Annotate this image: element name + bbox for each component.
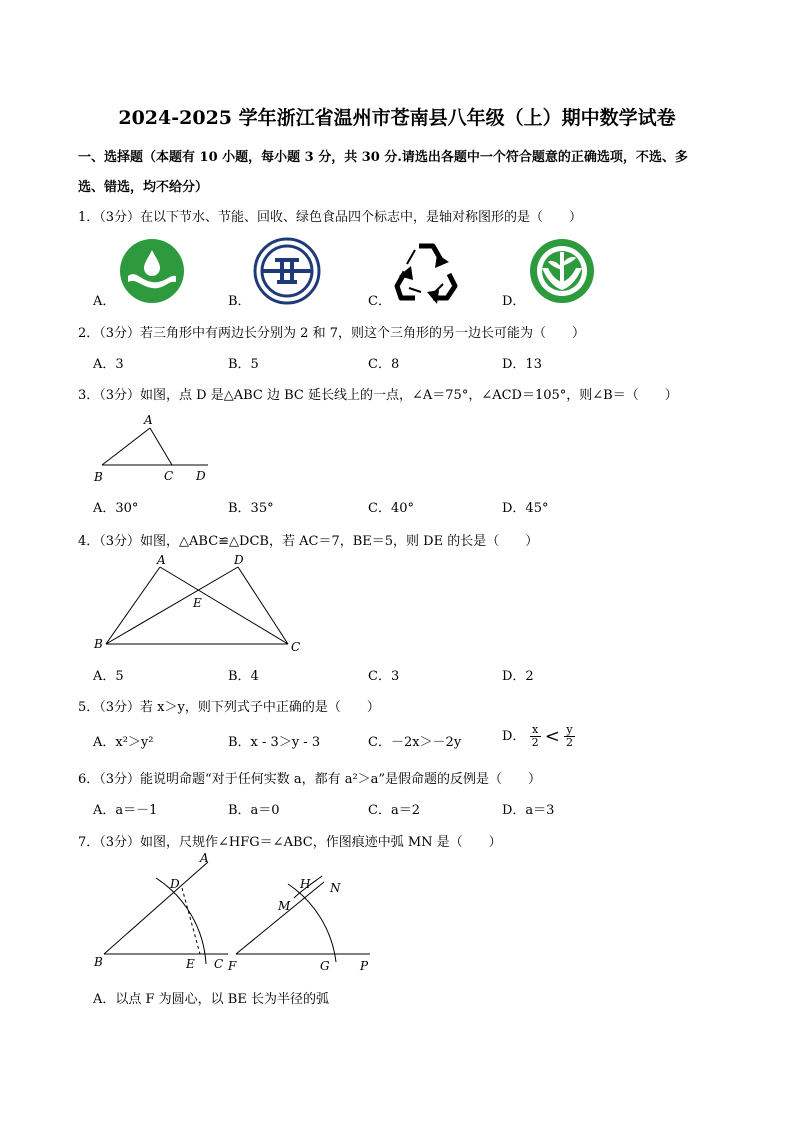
green-food-logo-icon [528, 238, 596, 304]
question-3-option-b: B．35° [228, 501, 274, 516]
question-5-option-a: A．x²＞y² [93, 735, 154, 750]
question-2-option-d: D．13 [502, 357, 542, 372]
question-6-option-c: C．a＝2 [368, 803, 420, 818]
q5-d-num1: x [530, 724, 541, 737]
question-3-triangle-figure [90, 410, 220, 486]
question-1-option-a: A． [93, 294, 116, 309]
question-7-option-a: A．以点 F 为圆心，以 BE 长为半径的弧 [93, 992, 329, 1007]
question-4-option-a: A．5 [93, 669, 124, 684]
question-3-option-c: C．40° [368, 501, 414, 516]
question-6-option-b: B．a＝0 [228, 803, 280, 818]
question-4-option-c: C．3 [368, 669, 400, 684]
q4-label-b: B [94, 637, 103, 651]
recycling-logo-icon [393, 240, 459, 304]
q5-d-den2: 2 [565, 736, 573, 749]
question-3-stem: 3．（3分）如图，点 D 是△ABC 边 BC 延长线上的一点，∠A＝75°，∠ACD＝105°，则∠B＝（ ） [78, 388, 678, 403]
q7-label-a: A [200, 851, 209, 865]
section-header-line2: 选、错选，均不给分） [78, 180, 209, 195]
question-4-stem: 4．（3分）如图，△ABC≌△DCB，若 AC＝7，BE＝5，则 DE 的长是（ ） [78, 534, 539, 549]
q7-label-p: P [360, 959, 369, 973]
q7-label-n: N [330, 881, 341, 895]
q5-d-num2: y [564, 724, 575, 737]
question-4-option-d: D．2 [502, 669, 534, 684]
page-title: 2024-2025 学年浙江省温州市苍南县八年级（上）期中数学试卷 [118, 107, 676, 129]
question-1-option-b: B． [228, 294, 251, 309]
question-2-option-a: A．3 [93, 357, 124, 372]
question-6-option-a: A．a＝－1 [93, 803, 158, 818]
q5-d-fraction-right [564, 724, 575, 749]
q7-label-b: B [94, 955, 103, 969]
q3-label-a: A [144, 413, 153, 427]
q3-label-d: D [196, 469, 206, 483]
question-6-option-d: D．a＝3 [502, 803, 555, 818]
q4-label-c: C [291, 640, 301, 654]
question-6-stem: 6．（3分）能说明命题“对于任何实数 a，都有 a²＞a”是假命题的反例是（ ） [78, 772, 542, 787]
q4-label-d: D [234, 553, 244, 567]
question-2-option-b: B．5 [228, 357, 259, 372]
q5-d-den1: 2 [531, 736, 539, 749]
question-1-stem: 1．（3分）在以下节水、节能、回收、绿色食品四个标志中，是轴对称图形的是（ ） [78, 210, 583, 225]
q4-label-a: A [157, 553, 166, 567]
question-1-option-c: C． [368, 294, 391, 309]
q5-d-relation: < [544, 726, 560, 747]
q7-label-g: G [320, 959, 330, 973]
q7-label-h: H [300, 877, 311, 891]
q5-d-prefix: D． [502, 729, 526, 744]
question-3-option-a: A．30° [93, 501, 139, 516]
question-7-stem: 7．（3分）如图，尺规作∠HFG＝∠ABC，作图痕迹中弧 MN 是（ ） [78, 835, 502, 850]
q7-label-m: M [278, 899, 291, 913]
q3-label-c: C [164, 469, 174, 483]
q3-label-b: B [94, 470, 103, 484]
q5-d-fraction-left [530, 724, 541, 749]
question-4-congruent-triangles-figure [90, 552, 310, 656]
question-1-option-d: D． [502, 294, 526, 309]
section-header-line1: 一、选择题（本题有 10 小题，每小题 3 分，共 30 分.请选出各题中一个符合题意的正确选项，不选、多 [78, 150, 688, 165]
question-5-option-d [502, 724, 575, 749]
q4-label-e: E [193, 596, 202, 610]
water-saving-logo-icon [118, 238, 186, 304]
question-5-stem: 5．（3分）若 x＞y，则下列式子中正确的是（ ） [78, 700, 380, 715]
q7-label-e: E [186, 957, 195, 971]
question-2-option-c: C．8 [368, 357, 400, 372]
energy-saving-logo-icon [253, 238, 321, 304]
question-2-stem: 2．（3分）若三角形中有两边长分别为 2 和 7，则这个三角形的另一边长可能为（ ） [78, 326, 585, 341]
q7-label-d: D [170, 877, 180, 891]
q7-label-c: C [214, 957, 224, 971]
question-5-option-c: C．－2x＞－2y [368, 735, 462, 750]
question-7-construction-figure [88, 850, 388, 976]
q7-label-f: F [228, 959, 237, 973]
question-3-option-d: D．45° [502, 501, 549, 516]
question-4-option-b: B．4 [228, 669, 259, 684]
question-5-option-b: B．x - 3＞y - 3 [228, 735, 321, 750]
